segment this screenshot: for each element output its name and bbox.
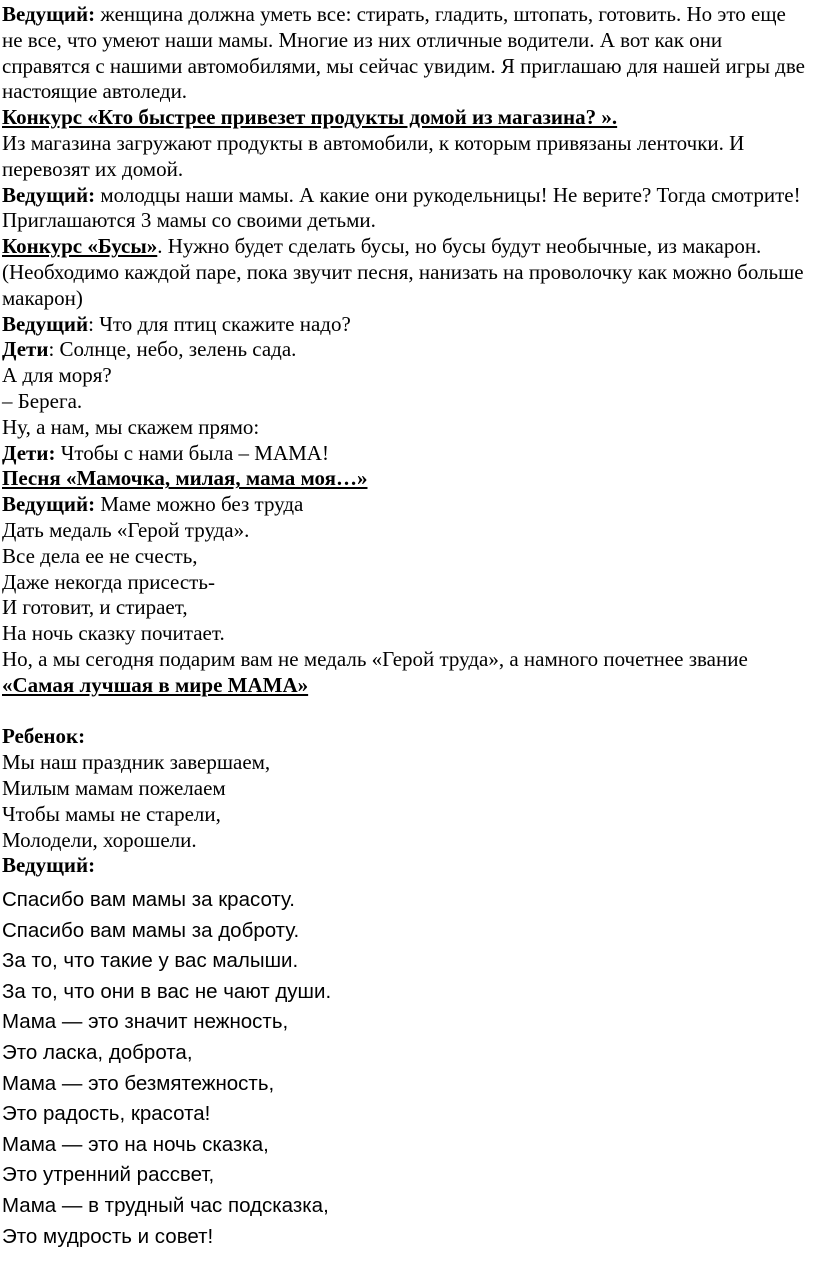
paragraph-text: женщина должна уметь все: стирать, гладить, штопать, готовить. Но это еще не все, что умеют наши мамы. Многие из них отличные водители. А вот как они справятся с нашими автомобилями, мы сейчас увидим. Я приглашаю для нашей игры две настоящие автоледи. bbox=[2, 2, 805, 104]
poem-line: На ночь сказку почитает. bbox=[2, 621, 225, 646]
contest-title: Конкурс «Кто быстрее привезет продукты домой из магазина? ». bbox=[2, 105, 618, 130]
award-paragraph bbox=[2, 647, 810, 699]
poem-line: Дать медаль «Герой труда». bbox=[2, 517, 250, 542]
speaker-label: Ведущий: bbox=[2, 492, 96, 517]
dialog-line bbox=[2, 312, 810, 338]
speaker-label: Дети: bbox=[2, 440, 56, 465]
poem-line: Милым мамам пожелаем bbox=[2, 775, 226, 800]
poem-line: Это радость, красота! bbox=[2, 1102, 211, 1126]
host-intro-paragraph bbox=[2, 2, 810, 105]
dialog-line bbox=[2, 337, 810, 363]
poem-line: Это мудрость и совет! bbox=[2, 1224, 214, 1248]
poem-line: Мама — это безмятежность, bbox=[2, 1071, 275, 1095]
line-text: Чтобы с нами была – МАМА! bbox=[55, 440, 329, 465]
line-text: : Солнце, небо, зелень сада. bbox=[48, 337, 297, 362]
contest-title: Конкурс «Бусы» bbox=[2, 234, 158, 259]
dialog-line bbox=[2, 441, 810, 467]
poem-line: Мама — в трудный час подсказка, bbox=[2, 1194, 329, 1218]
contest-beads-paragraph bbox=[2, 234, 810, 311]
poem-line: Все дела ее не счесть, bbox=[2, 543, 198, 568]
speaker-label: Ребенок: bbox=[2, 724, 86, 749]
speaker-label: Ведущий: bbox=[2, 182, 96, 207]
poem-line: Это утренний рассвет, bbox=[2, 1163, 215, 1187]
poem-line: Мы наш праздник завершаем, bbox=[2, 750, 271, 775]
poem-line: И готовит, и стирает, bbox=[2, 595, 188, 620]
speaker-label: Ведущий: bbox=[2, 2, 96, 26]
award-title: «Самая лучшая в мире МАМА» bbox=[2, 672, 309, 697]
poem-line: Даже некогда присесть- bbox=[2, 569, 215, 594]
final-poem bbox=[2, 885, 810, 1252]
dialog-line: – Берега. bbox=[2, 388, 83, 413]
dialog-line: А для моря? bbox=[2, 363, 112, 388]
line-text: : Что для птиц скажите надо? bbox=[88, 311, 351, 336]
poem-line: За то, что такие у вас малыши. bbox=[2, 949, 299, 973]
poem-line: Мама — это на ночь сказка, bbox=[2, 1132, 269, 1156]
speaker-label: Ведущий bbox=[2, 311, 89, 336]
poem-line: Спасибо вам мамы за красоту. bbox=[2, 888, 295, 912]
line-text: Маме можно без труда bbox=[95, 492, 304, 517]
paragraph-text: Но, а мы сегодня подарим вам не медаль «Герой труда», а намного почетнее звание bbox=[2, 646, 748, 671]
blank-line bbox=[2, 699, 810, 725]
poem-line: Чтобы мамы не старели, bbox=[2, 801, 221, 826]
poem-line: Мама — это значит нежность, bbox=[2, 1010, 289, 1034]
host-paragraph bbox=[2, 183, 810, 235]
poem-line: Это ласка, доброта, bbox=[2, 1041, 193, 1065]
poem-line: Спасибо вам мамы за доброту. bbox=[2, 918, 300, 942]
paragraph-text: молодцы наши мамы. А какие они рукодельницы! Не верите? Тогда смотрите! Приглашаются 3 мамы со своими детьми. bbox=[2, 182, 801, 233]
poem-line bbox=[2, 492, 810, 518]
contest-description: Из магазина загружают продукты в автомобили, к которым привязаны ленточки. И перевозят их домой. bbox=[2, 130, 745, 181]
speaker-label: Ведущий: bbox=[2, 853, 96, 878]
song-title: Песня «Мамочка, милая, мама моя…» bbox=[2, 466, 368, 491]
poem-line: Молодели, хорошели. bbox=[2, 827, 197, 852]
dialog-line: Ну, а нам, мы скажем прямо: bbox=[2, 414, 260, 439]
poem-line: За то, что они в вас не чают души. bbox=[2, 979, 332, 1003]
paragraph-text: . Нужно будет сделать бусы, но бусы будут необычные, из макарон. (Необходимо каждой паре, пока звучит песня, нанизать на проволочку как можно больше макарон) bbox=[2, 234, 804, 310]
speaker-label: Дети bbox=[2, 337, 49, 362]
